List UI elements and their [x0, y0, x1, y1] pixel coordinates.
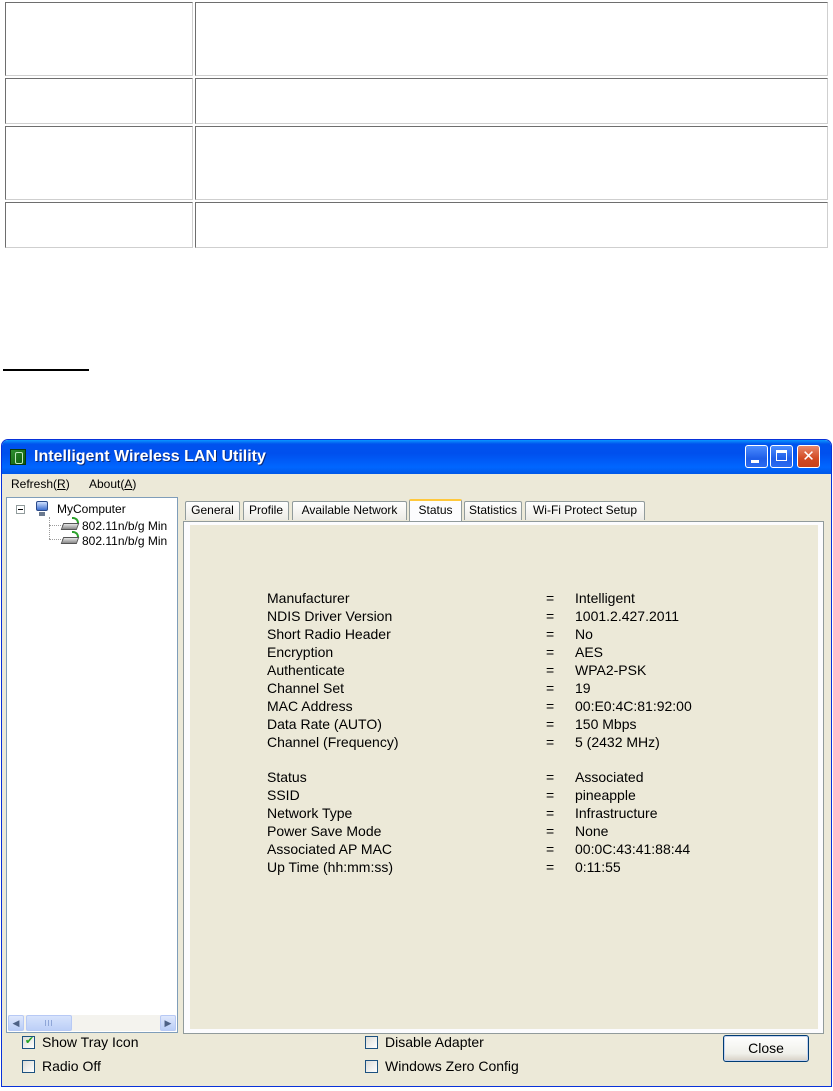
- maximize-button[interactable]: [770, 445, 793, 468]
- status-separator: =: [546, 841, 555, 857]
- status-separator: =: [546, 823, 555, 839]
- status-separator: =: [546, 590, 555, 606]
- menu-about[interactable]: About(A): [89, 477, 137, 491]
- wireless-adapter-icon: [62, 517, 80, 531]
- status-separator: =: [546, 644, 555, 660]
- status-separator: =: [546, 859, 555, 875]
- status-value-network-type: Infrastructure: [575, 805, 658, 821]
- status-value-manufacturer: Intelligent: [575, 590, 635, 606]
- status-label-data-rate: Data Rate (AUTO): [267, 716, 382, 732]
- status-separator: =: [546, 626, 555, 642]
- status-label-authenticate: Authenticate: [267, 662, 345, 678]
- windows-zero-config-checkbox[interactable]: [365, 1060, 378, 1073]
- tree-connector: [49, 517, 50, 539]
- disable-adapter-checkbox[interactable]: [365, 1036, 378, 1049]
- status-separator: =: [546, 734, 555, 750]
- status-value-power-save-mode: None: [575, 823, 609, 839]
- status-label-status: Status: [267, 769, 307, 785]
- tab-statistics[interactable]: Statistics: [464, 501, 522, 520]
- status-value-encryption: AES: [575, 644, 604, 660]
- status-separator: =: [546, 716, 555, 732]
- app-window: [1, 439, 832, 1087]
- tree-item-mycomputer[interactable]: MyComputer: [57, 502, 126, 516]
- status-value-ndis-driver-version: 1001.2.427.2011: [575, 608, 680, 624]
- scroll-left-icon[interactable]: ◀: [8, 1015, 24, 1031]
- show-tray-icon-label[interactable]: Show Tray Icon: [42, 1034, 139, 1050]
- table-cell: [5, 78, 193, 124]
- status-value-mac-address: 00:E0:4C:81:92:00: [575, 698, 692, 714]
- scroll-right-icon[interactable]: ▶: [160, 1015, 176, 1031]
- menu-refresh[interactable]: Refresh(R): [11, 477, 70, 491]
- status-value-associated-ap-mac: 00:0C:43:41:88:44: [575, 841, 691, 857]
- table-cell: [5, 2, 193, 76]
- tree-item-adapter[interactable]: 802.11n/b/g Min: [82, 534, 168, 548]
- tab-status[interactable]: Status: [409, 499, 462, 521]
- menu-bar: [2, 474, 831, 494]
- document-table: [3, 0, 830, 250]
- tab-wifi-protect-setup[interactable]: Wi-Fi Protect Setup: [525, 501, 645, 520]
- maximize-icon: [776, 450, 787, 461]
- tab-profile[interactable]: Profile: [243, 501, 289, 520]
- status-label-power-save-mode: Power Save Mode: [267, 823, 382, 839]
- status-value-channel-set: 19: [575, 680, 591, 696]
- table-cell: [195, 78, 828, 124]
- status-label-associated-ap-mac: Associated AP MAC: [267, 841, 393, 857]
- status-value-status: Associated: [575, 769, 644, 785]
- radio-off-label[interactable]: Radio Off: [42, 1058, 101, 1074]
- wireless-app-icon: [10, 449, 26, 465]
- status-value-authenticate: WPA2-PSK: [575, 662, 647, 678]
- close-window-button[interactable]: [797, 445, 820, 468]
- status-separator: =: [546, 608, 555, 624]
- show-tray-icon-checkbox[interactable]: [22, 1036, 35, 1049]
- table-cell: [195, 2, 828, 76]
- minimize-button[interactable]: [745, 445, 768, 468]
- close-button[interactable]: Close: [723, 1035, 809, 1062]
- wireless-adapter-icon: [62, 531, 80, 545]
- device-tree[interactable]: [6, 497, 178, 1033]
- status-value-up-time: 0:11:55: [575, 859, 621, 875]
- close-icon: ✕: [802, 447, 815, 465]
- status-label-network-type: Network Type: [267, 805, 353, 821]
- status-value-data-rate: 150 Mbps: [575, 716, 637, 732]
- scrollbar-thumb[interactable]: [26, 1015, 72, 1031]
- table-cell: [195, 126, 828, 200]
- status-label-ssid: SSID: [267, 787, 300, 803]
- status-label-mac-address: MAC Address: [267, 698, 353, 714]
- tab-general[interactable]: General: [185, 501, 240, 520]
- computer-icon: [36, 501, 48, 517]
- status-label-manufacturer: Manufacturer: [267, 590, 350, 606]
- table-cell: [5, 202, 193, 248]
- tree-item-adapter[interactable]: 802.11n/b/g Min: [82, 519, 168, 533]
- status-separator: =: [546, 787, 555, 803]
- section-heading-underline: [3, 349, 89, 371]
- status-separator: =: [546, 662, 555, 678]
- status-label-ndis-driver-version: NDIS Driver Version: [267, 608, 393, 624]
- horizontal-scrollbar[interactable]: [8, 1015, 176, 1031]
- status-separator: =: [546, 698, 555, 714]
- status-label-short-radio-header: Short Radio Header: [267, 626, 391, 642]
- status-separator: =: [546, 805, 555, 821]
- table-cell: [195, 202, 828, 248]
- status-info-area: [190, 525, 818, 1029]
- minimize-icon: [751, 460, 759, 463]
- status-separator: =: [546, 769, 555, 785]
- disable-adapter-label[interactable]: Disable Adapter: [385, 1034, 484, 1050]
- status-value-ssid: pineapple: [575, 787, 636, 803]
- radio-off-checkbox[interactable]: [22, 1060, 35, 1073]
- status-label-channel-frequency: Channel (Frequency): [267, 734, 399, 750]
- status-tab-panel: [183, 521, 824, 1034]
- windows-zero-config-label[interactable]: Windows Zero Config: [385, 1058, 519, 1074]
- status-label-encryption: Encryption: [267, 644, 334, 660]
- status-label-up-time: Up Time (hh:mm:ss): [267, 859, 394, 875]
- table-cell: [5, 126, 193, 200]
- tab-available-network[interactable]: Available Network: [292, 501, 407, 520]
- title-bar[interactable]: [2, 440, 831, 474]
- collapse-icon[interactable]: [16, 505, 25, 514]
- window-title: Intelligent Wireless LAN Utility: [34, 448, 266, 465]
- status-value-channel-frequency: 5 (2432 MHz): [575, 734, 660, 750]
- status-value-short-radio-header: No: [575, 626, 593, 642]
- status-label-channel-set: Channel Set: [267, 680, 345, 696]
- status-separator: =: [546, 680, 555, 696]
